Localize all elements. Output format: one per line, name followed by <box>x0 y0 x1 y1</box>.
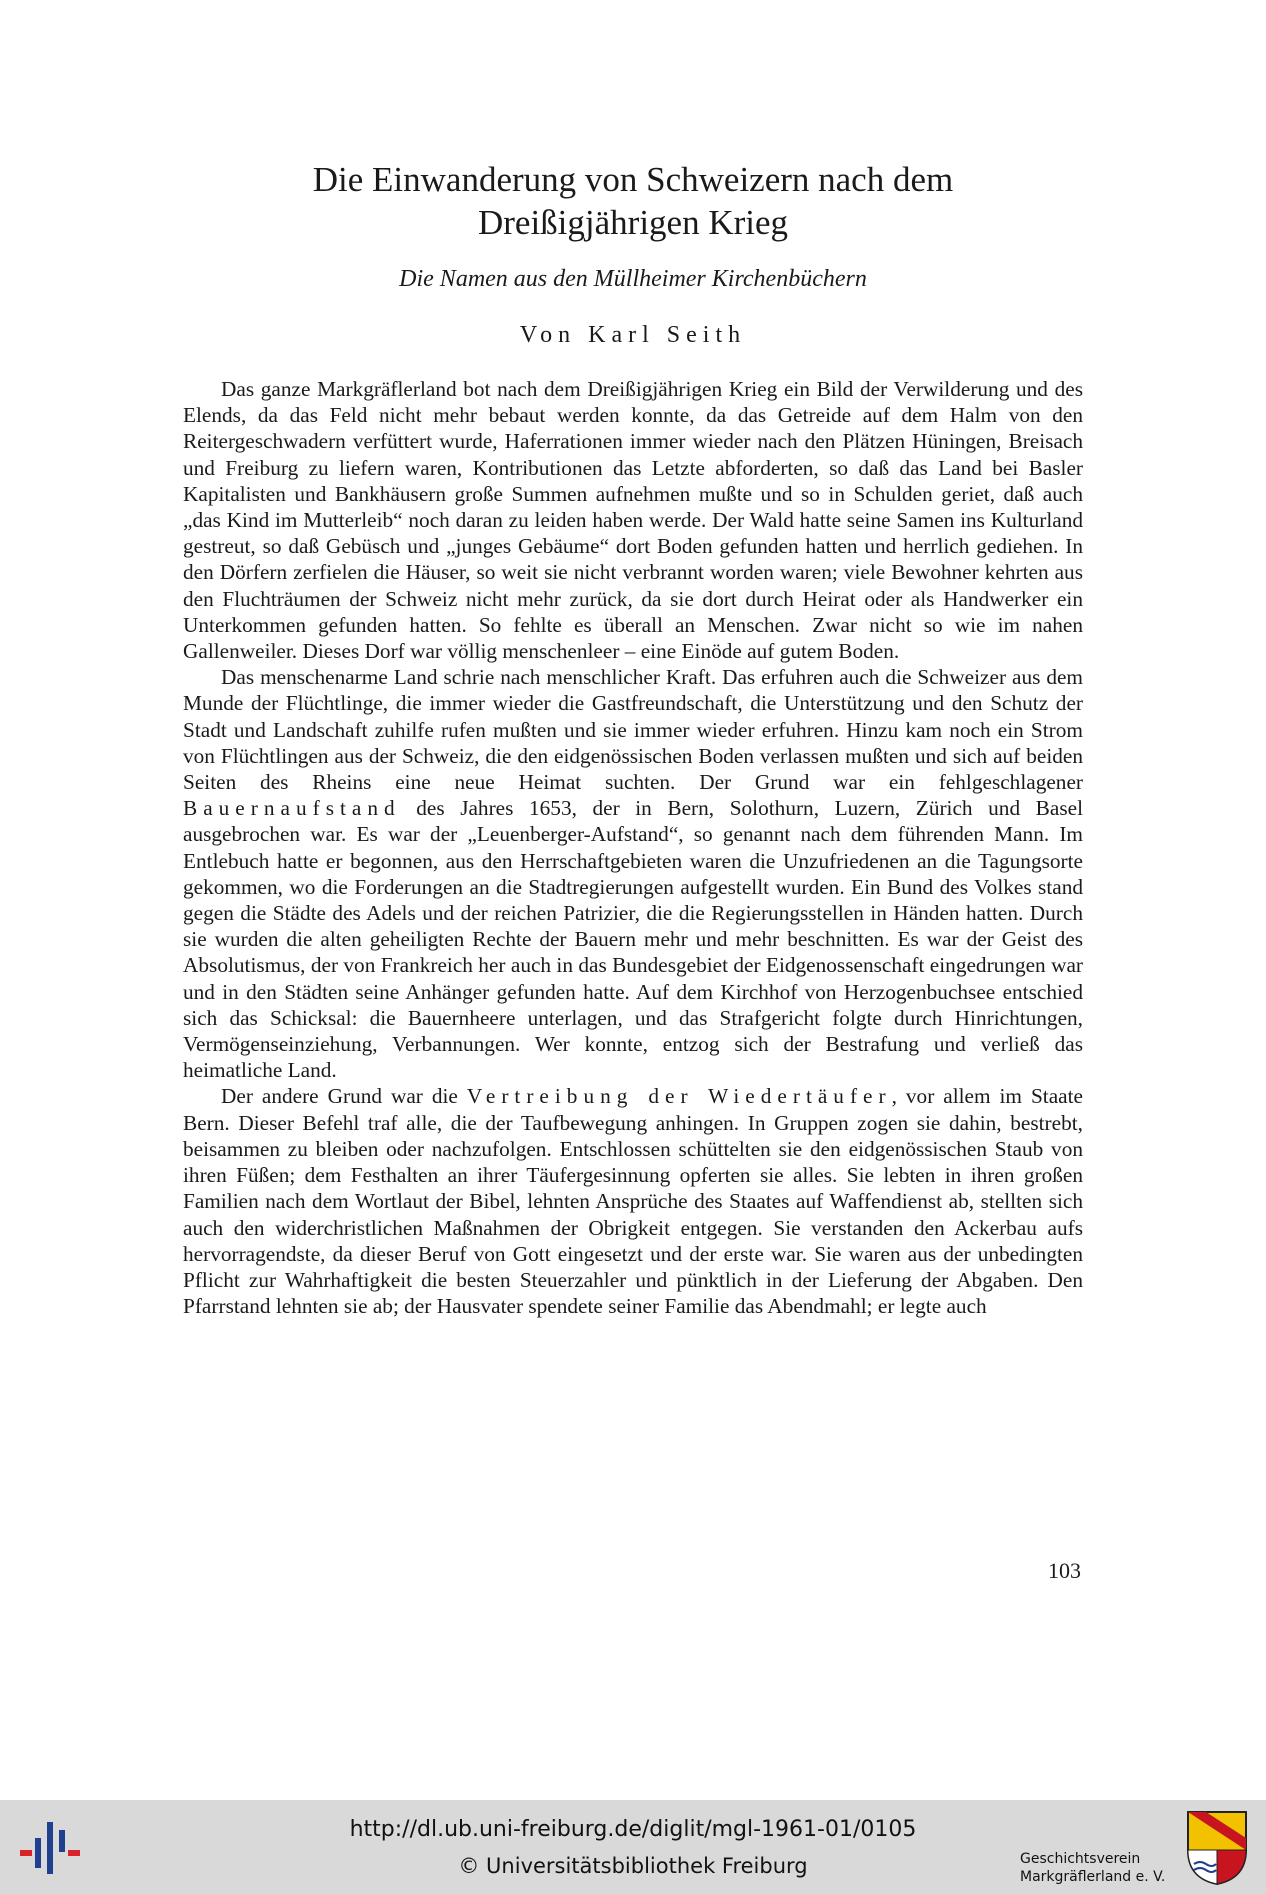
footer-copyright: © Universitätsbibliothek Freiburg <box>458 1854 808 1878</box>
paragraph-1 <box>183 376 1083 664</box>
title-line-1: Die Einwanderung von Schweizern nach dem <box>312 160 954 199</box>
title-line-2: Dreißigjährigen Krieg <box>477 203 789 242</box>
article-author: Von Karl Seith <box>519 322 747 348</box>
paragraph-3-after: , vor allem im Staate Bern. Dieser Befehl traf alle, die der Taufbewegung anhingen. In Gruppen zogen sie dahin, bestrebt, beisammen zu bleiben oder nachzufolgen. Entschlossen schüttelten sie den eidgenössischen Staub von ihren Füßen; dem Festhalten an ihrer Täufergesinnung opferten sie alles. Sie lebten in ihren großen Familien nach dem Wortlaut der Bibel, lehnten Ansprüche des Staates auf Waffendienst ab, stellten sich auch den widerchristlichen Maßnahmen der Obrigkeit entgegen. Sie verstanden den Ackerbau aufs hervorragendste, da dieser Beruf von Gott eingesetzt und der erste war. Sie waren aus der unbedingten Pflicht zur Wahrhaftigkeit die besten Steuerzahler und pünktlich in der Lieferung der Abgaben. Den Pfarrstand lehnten sie ab; der Hausvater spendete seiner Familie das Abendmahl; er legte auch <box>183 1084 1083 1319</box>
paragraph-2-after: des Jahres 1653, der in Bern, Solothurn, Luzern, Zürich und Basel ausgebrochen war. Es war der „Leuenberger-Aufstand“, so genannt nach dem führenden Mann. Im Entlebuch hatte er begonnen, aus den Herrschaftgebieten waren die Unzufriedenen an die Tagungsorte gekommen, wo die Forderungen an die Stadtregierungen aufgestellt wurden. Ein Bund des Volkes stand gegen die Städte des Adels und der reichen Patrizier, die die Regierungsstellen in Händen hatten. Durch sie wurden die alten geheiligten Rechte der Bauern mehr und mehr beschnitten. Es war der Geist des Absolutismus, der von Frankreich her auch in das Bundesgebiet der Eidgenossenschaft eingedrungen war und in den Städten seine Anhänger gefunden hatte. Auf dem Kirchhof von Herzogenbuchsee entschied sich das Schicksal: die Bauernheere unterlagen, und das Strafgericht folgte durch Hinrichtungen, Vermögenseinziehung, Verbannungen. Wer konnte, entzog sich der Bestrafung und verließ das heimatliche Land. <box>183 796 1083 1083</box>
article-title <box>200 158 1066 244</box>
paragraph-2-before: Das menschenarme Land schrie nach menschlicher Kraft. Das erfuhren auch die Schweizer aus dem Munde der Flüchtlinge, die immer wieder die Gastfreundschaft, die Unterstützung und den Schutz der Stadt und Landschaft zuhilfe rufen mußten und sie immer wieder erfuhren. Hinzu kam noch ein Strom von Flüchtlingen aus der Schweiz, die den eidgenössischen Boden verlassen mußten und sich auf beiden Seiten des Rheins eine neue Heimat suchten. Der Grund war ein fehlgeschlagener <box>183 665 1083 795</box>
footer-url-link[interactable]: http://dl.ub.uni-freiburg.de/diglit/mgl-1961-01/0105 <box>349 1817 917 1842</box>
paragraph-2-emphasis: Bauernaufstand <box>183 796 401 821</box>
org-line-1: Geschichtsverein <box>1020 1851 1141 1867</box>
coat-of-arms-icon <box>1186 1810 1248 1886</box>
article-subtitle: Die Namen aus den Müllheimer Kirchenbüchern <box>399 266 867 292</box>
paragraph-1-text: Das ganze Markgräflerland bot nach dem Dreißigjährigen Krieg ein Bild der Verwilderung und des Elends, da das Feld nicht mehr bebaut werden konnte, da das Getreide auf dem Halm von den Reitergeschwadern verfüttert wurde, Haferrationen immer wieder nach den Plätzen Hüningen, Breisach und Freiburg zu liefern waren, Kontributionen das Letzte abforderten, so daß das Land bei Basler Kapitalisten und Bankhäusern große Summen aufnehmen mußte und so in Schulden geriet, daß auch „das Kind im Mutterleib“ noch daran zu leiden haben werde. Der Wald hatte seine Samen ins Kulturland gestreut, so daß Gebüsch und „junges Gebäume“ dort Boden gefunden hatten und herrlich gediehen. In den Dörfern zerfielen die Häuser, so weit sie nicht verbrannt worden waren; viele Bewohner kehrten aus den Fluchträumen der Schweiz nicht mehr zurück, da sie dort durch Heirat oder als Handwerker ein Unterkommen gefunden hatten. So fehlte es überall an Menschen. Zwar nicht so wie im nahen Gallenweiler. Dieses Dorf war völlig menschenleer – eine Einöde auf gutem Boden. <box>183 377 1083 664</box>
paragraph-3-before: Der andere Grund war die <box>221 1084 467 1109</box>
article-body <box>183 376 1083 1319</box>
page-number: 103 <box>1048 1558 1081 1583</box>
paragraph-2 <box>183 664 1083 1083</box>
paragraph-3 <box>183 1083 1083 1319</box>
paragraph-3-emphasis: Vertreibung der Wiedertäufer <box>466 1084 892 1109</box>
org-line-2: Markgräflerland e. V. <box>1020 1869 1166 1885</box>
ub-freiburg-logo-icon[interactable] <box>20 1820 80 1876</box>
footer-bar <box>0 1800 1266 1894</box>
footer-organization <box>1020 1850 1170 1886</box>
